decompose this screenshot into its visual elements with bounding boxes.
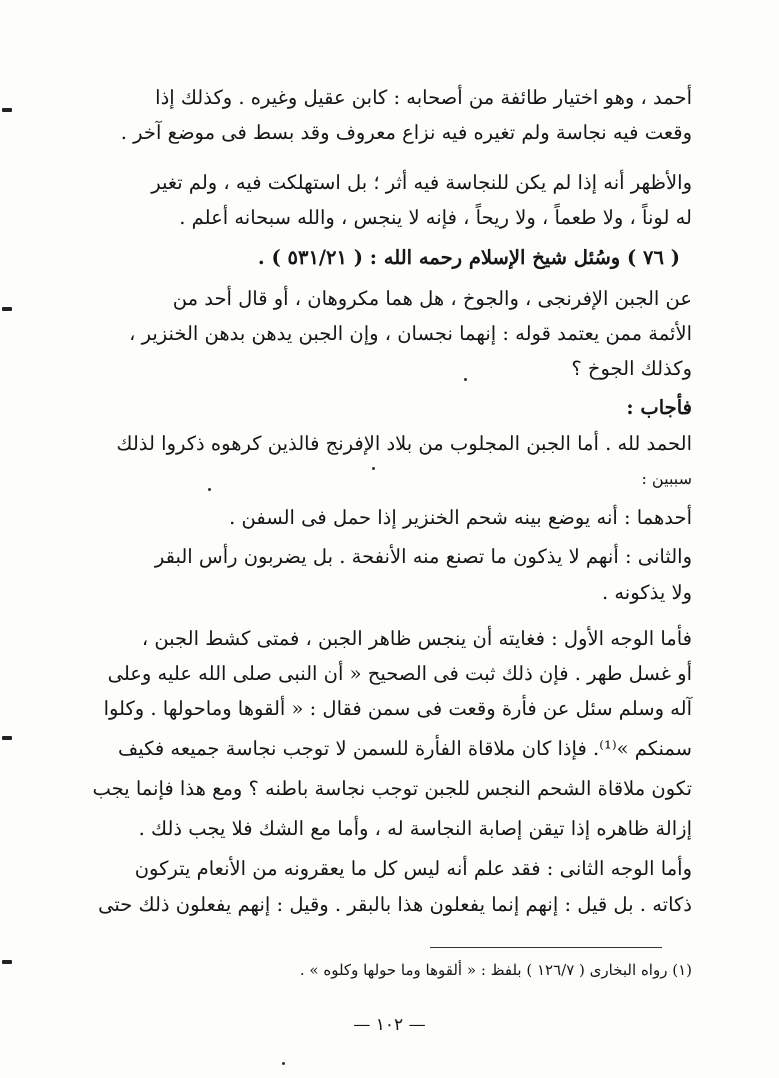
text-line: فأما الوجه الأول : فغايته أن ينجس ظاهر الجبن ، فمتى كشط الجبن ، — [141, 627, 692, 650]
answer-heading: فأجاب : — [626, 396, 692, 419]
text-line: الأئمة ممن يعتمد قوله : إنهما نجسان ، وإن الجبن يدهن بدهن الخنزير ، — [129, 322, 692, 345]
question-heading: ( ٧٦ ) وسُئل شيخ الإسلام رحمه الله : ( ٥٣١/٢١ ) . — [257, 246, 680, 269]
text-line: سببين : — [641, 469, 692, 488]
text-line: سمنكم »⁽¹⁾. فإذا كان ملاقاة الفأرة للسمن لا توجب نجاسة جميعه فكيف — [118, 737, 692, 760]
text-line: تكون ملاقاة الشحم النجس للجبن توجب نجاسة باطنه ؟ ومع هذا فإنما يجب — [92, 777, 692, 800]
text-line: إزالة ظاهره إذا تيقن إصابة النجاسة له ، وأما مع الشك فلا يجب ذلك . — [138, 817, 692, 840]
left-margin-mark — [2, 736, 12, 740]
text-line: والأظهر أنه إذا لم يكن للنجاسة فيه أثر ؛ بل استهلكت فيه ، ولم تغير — [151, 171, 692, 194]
page-number: — ١٠٢ — — [353, 1015, 426, 1035]
text-line: آله وسلم سئل عن فأرة وقعت فى سمن فقال : « ألقوها وماحولها . وكلوا — [103, 697, 692, 720]
left-margin-mark — [2, 960, 12, 964]
left-margin-mark — [2, 108, 12, 112]
footnote: (١) رواه البخارى ( ١٢٦/٧ ) بلفظ : « ألقوها وما حولها وكلوه » . — [299, 961, 692, 979]
text-line: والثانى : أنهم لا يذكون ما تصنع منه الأنفحة . بل يضربون رأس البقر — [154, 545, 692, 568]
scan-speck — [464, 378, 467, 381]
text-line: الحمد لله . أما الجبن المجلوب من بلاد الإفرنج فالذين كرهوه ذكروا لذلك — [116, 432, 692, 455]
text-line: ولا يذكونه . — [601, 581, 692, 604]
scan-speck — [208, 488, 211, 491]
text-line: أو غسل طهر . فإن ذلك ثبت فى الصحيح « أن النبى صلى الله عليه وعلى — [107, 662, 692, 685]
text-line: وقعت فيه نجاسة ولم تغيره فيه نزاع معروف وقد بسط فى موضع آخر . — [120, 121, 692, 144]
text-line: وأما الوجه الثانى : فقد علم أنه ليس كل ما يعقرونه من الأنعام يتركون — [134, 857, 692, 880]
footnote-divider — [430, 947, 662, 948]
text-line: له لوناً ، ولا طعماً ، ولا ريحاً ، فإنه لا ينجس ، والله سبحانه أعلم . — [179, 206, 692, 229]
text-line: أحدهما : أنه يوضع بينه شحم الخنزير إذا حمل فى السفن . — [229, 506, 692, 529]
text-line: وكذلك الجوخ ؟ — [571, 357, 692, 380]
text-line: عن الجبن الإفرنجى ، والجوخ ، هل هما مكروهان ، أو قال أحد من — [172, 287, 692, 310]
left-margin-mark — [2, 307, 12, 311]
text-line: ذكاته . بل قيل : إنهم إنما يفعلون هذا بالبقر . وقيل : إنهم يفعلون ذلك حتى — [98, 893, 692, 916]
scan-speck — [282, 1062, 285, 1065]
scan-speck — [372, 467, 375, 470]
text-line: أحمد ، وهو اختيار طائفة من أصحابه : كابن عقيل وغيره . وكذلك إذا — [155, 86, 692, 109]
